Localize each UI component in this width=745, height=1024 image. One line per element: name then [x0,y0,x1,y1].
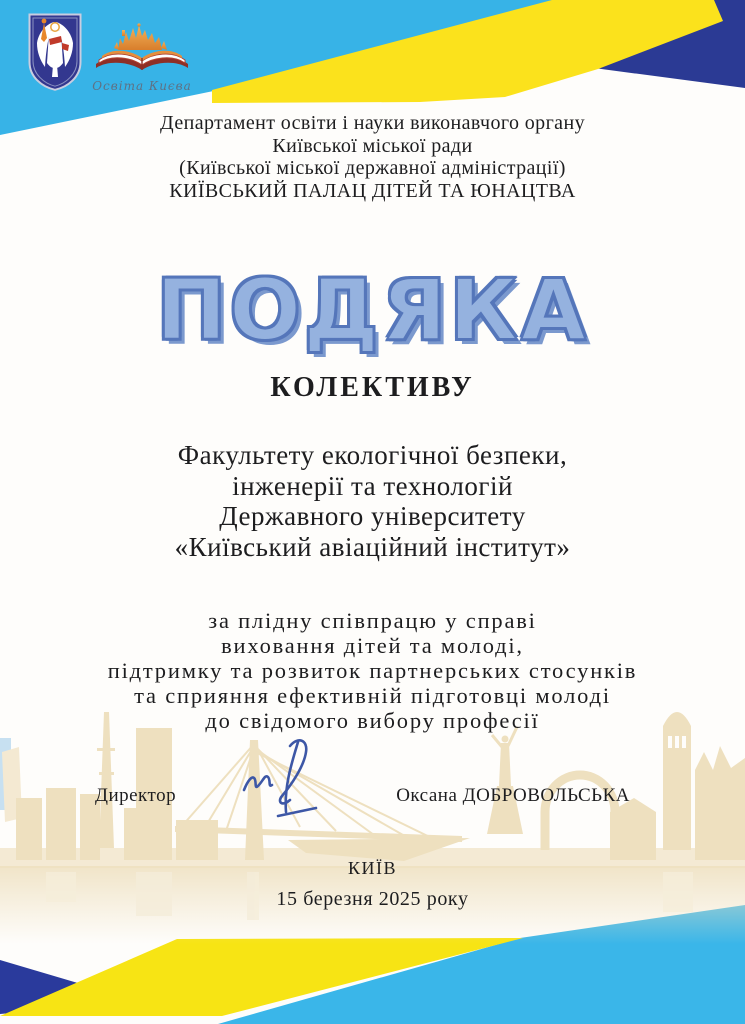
recipient-line-3: Державного університету [219,501,526,531]
osvita-kyieva-book-icon [92,22,192,76]
recipient-block [0,440,745,562]
issuer-line-2: Київської міської ради [272,134,473,157]
issuer-line-3: (Київської міської державної адміністрації) [179,157,566,179]
kyiv-coat-of-arms-icon [28,13,82,91]
certificate-title: ПОДЯКА [156,261,589,359]
signatory-name: Оксана ДОБРОВОЛЬСЬКА [396,785,630,806]
kyiv-skyline-watermark [0,690,745,1024]
certificate-subtitle: КОЛЕКТИВУ [270,372,475,403]
footer-date: 15 березня 2025 року [276,888,469,910]
issuer-line-1: Департамент освіти і науки виконавчого органу [160,112,585,134]
osvita-kyieva-logo [92,22,192,93]
osvita-kyieva-script-label: Освіта Києва [92,79,192,93]
citation-line-5: до свідомого вибору професії [205,708,540,733]
recipient-line-1: Факультету екологічної безпеки, [177,440,568,470]
handwritten-signature [232,732,340,822]
citation-block [0,608,745,733]
citation-line-3: підтримку та розвиток партнерських стосунків [107,658,638,683]
citation-line-4: та сприяння ефективній підготовці молоді [134,683,611,708]
citation-line-1: за плідну співпрацю у справі [208,608,537,633]
signatory-role: Директор [95,785,177,806]
footer-city: КИЇВ [347,858,397,878]
issuer-line-4: КИЇВСЬКИЙ ПАЛАЦ ДІТЕЙ ТА ЮНАЦТВА [169,179,576,202]
citation-line-2: виховання дітей та молоді, [221,633,524,658]
issuer-header [0,112,745,202]
recipient-line-4: «Київський авіаційний інститут» [174,531,571,562]
recipient-line-2: інженерії та технологій [232,470,513,501]
